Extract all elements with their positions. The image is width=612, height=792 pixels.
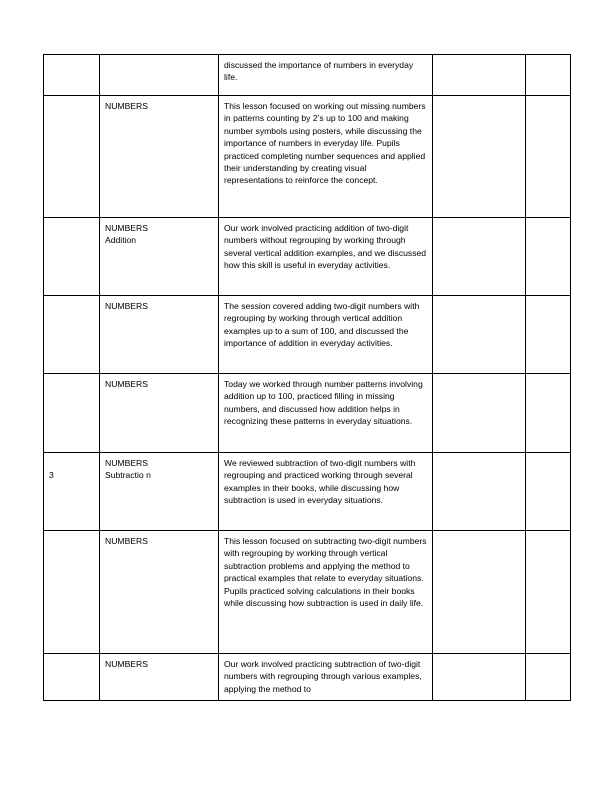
table-row — [44, 218, 571, 296]
empty-cell — [526, 55, 571, 96]
table-row — [44, 531, 571, 654]
week-cell — [44, 374, 100, 453]
description-cell: discussed the importance of numbers in everyday life. — [219, 55, 433, 96]
table-row — [44, 453, 571, 531]
empty-cell — [433, 374, 526, 453]
description-cell: The session covered adding two-digit numbers with regrouping by working through vertical addition examples up to a sum of 100, and discussed the importance of addition in everyday activities. — [219, 296, 433, 374]
empty-cell — [433, 654, 526, 701]
table-row — [44, 296, 571, 374]
week-cell — [44, 96, 100, 218]
week-cell — [44, 531, 100, 654]
empty-cell — [526, 96, 571, 218]
empty-cell — [526, 218, 571, 296]
topic-cell: NUMBERS — [100, 531, 219, 654]
empty-cell — [526, 374, 571, 453]
empty-cell — [526, 531, 571, 654]
week-cell: 3 — [44, 453, 100, 531]
description-cell: This lesson focused on working out missing numbers in patterns counting by 2’s up to 100 and making number symbols using posters, while discussing the importance of numbers in everyday life. Pupils practiced completing number sequences and applied their understanding by creating visual representations to reinforce the concept. — [219, 96, 433, 218]
week-cell — [44, 55, 100, 96]
week-cell — [44, 296, 100, 374]
week-cell — [44, 654, 100, 701]
topic-cell: NUMBERS — [100, 654, 219, 701]
table-row — [44, 654, 571, 701]
empty-cell — [433, 55, 526, 96]
empty-cell — [433, 453, 526, 531]
description-cell: This lesson focused on subtracting two-digit numbers with regrouping by working through vertical subtraction problems and applying the method to practical examples that relate to everyday situations. Pupils practiced solving calculations in their books while discussing how subtraction is used in daily life. — [219, 531, 433, 654]
topic-cell: NUMBERS — [100, 374, 219, 453]
table-row — [44, 374, 571, 453]
topic-cell: NUMBERS — [100, 96, 219, 218]
empty-cell — [433, 296, 526, 374]
description-cell: Our work involved practicing subtraction of two-digit numbers with regrouping through various examples, applying the method to — [219, 654, 433, 701]
empty-cell — [433, 531, 526, 654]
description-cell: We reviewed subtraction of two-digit numbers with regrouping and practiced working through several examples in their books, while discussing how subtraction is used in everyday situations. — [219, 453, 433, 531]
description-cell: Our work involved practicing addition of two-digit numbers without regrouping by working through several vertical addition examples, and we discussed how this skill is useful in everyday activities. — [219, 218, 433, 296]
empty-cell — [526, 453, 571, 531]
topic-cell: NUMBERS — [100, 296, 219, 374]
description-cell: Today we worked through number patterns involving addition up to 100, practiced filling in missing numbers, and discussed how addition helps in recognizing these patterns in everyday situations. — [219, 374, 433, 453]
empty-cell — [526, 654, 571, 701]
topic-cell: NUMBERS Subtractio n — [100, 453, 219, 531]
empty-cell — [526, 296, 571, 374]
table-row — [44, 55, 571, 96]
empty-cell — [433, 218, 526, 296]
topic-cell: NUMBERS Addition — [100, 218, 219, 296]
empty-cell — [433, 96, 526, 218]
topic-cell — [100, 55, 219, 96]
lesson-table — [43, 54, 571, 701]
table-row — [44, 96, 571, 218]
week-cell — [44, 218, 100, 296]
